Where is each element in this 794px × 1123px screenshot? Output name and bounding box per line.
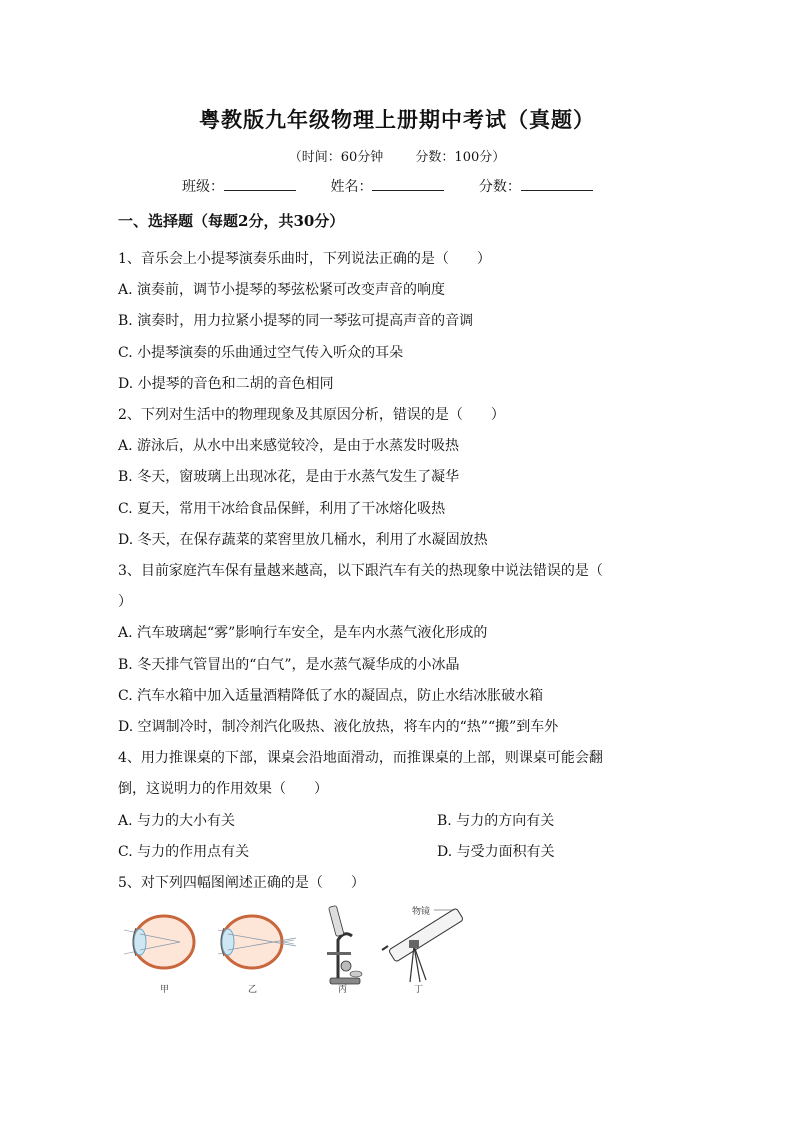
question-4-option-b: B. 与力的方向有关	[437, 813, 555, 829]
question-5-stem: 5、对下列四幅图阐述正确的是（ ）	[118, 875, 365, 891]
question-1-option-d: D. 小提琴的音色和二胡的音色相同	[118, 376, 334, 392]
question-2-option-b: B. 冬天，窗玻璃上出现冰花，是由于水蒸气发生了凝华	[118, 469, 460, 485]
question-3-option-d: D. 空调制冷时，制冷剂汽化吸热、液化放热，将车内的“热”“搬”到车外	[118, 719, 559, 735]
question-2-stem: 2、下列对生活中的物理现象及其原因分析，错误的是（ ）	[118, 407, 505, 423]
score-blank[interactable]	[521, 178, 593, 191]
question-4-option-c: C. 与力的作用点有关	[118, 844, 250, 860]
question-4-stem: 4、用力推课桌的下部，课桌会沿地面滑动，而推课桌的上部，则课桌可能会翻	[118, 750, 603, 766]
question-4-stem-cont: 倒，这说明力的作用效果（ ）	[118, 781, 328, 797]
exam-time: （时间：60分钟	[288, 150, 384, 165]
microscope-figure-bing	[327, 905, 362, 984]
figure-label-jia: 甲	[160, 985, 170, 995]
class-blank[interactable]	[224, 178, 296, 191]
name-blank[interactable]	[372, 178, 444, 191]
figure-label-objective: 物镜	[412, 907, 431, 917]
question-3-stem: 3、目前家庭汽车保有量越来越高，以下跟汽车有关的热现象中说法错误的是（	[118, 563, 603, 579]
question-1-option-a: A. 演奏前，调节小提琴的琴弦松紧可改变声音的响度	[118, 282, 446, 298]
question-3-option-b: B. 冬天排气管冒出的“白气”，是水蒸气凝华成的小冰晶	[118, 657, 460, 673]
section-heading: 一、选择题（每题2分，共30分）	[118, 212, 345, 230]
exam-info	[0, 146, 794, 165]
question-2-option-c: C. 夏天，常用干冰给食品保鲜，利用了干冰熔化吸热	[118, 501, 446, 517]
question-3-option-a: A. 汽车玻璃起“雾”影响行车安全，是车内水蒸气液化形成的	[118, 625, 488, 641]
eye-figure-yi	[218, 916, 296, 968]
question-1-option-b: B. 演奏时，用力拉紧小提琴的同一琴弦可提高声音的音调	[118, 313, 474, 329]
eye-figure-jia	[124, 916, 194, 968]
question-3-option-c: C. 汽车水箱中加入适量酒精降低了水的凝固点，防止水结冰胀破水箱	[118, 688, 544, 704]
question-5-figures	[124, 900, 464, 995]
student-fields	[182, 176, 623, 196]
question-3-stem-cont: ）	[118, 594, 132, 610]
question-4-option-a: A. 与力的大小有关	[118, 813, 236, 829]
name-field[interactable]: 姓名：	[330, 176, 444, 196]
question-1-stem: 1、音乐会上小提琴演奏乐曲时，下列说法正确的是（ ）	[118, 251, 491, 267]
question-2-option-a: A. 游泳后，从水中出来感觉较冷，是由于水蒸发时吸热	[118, 438, 460, 454]
question-1-option-c: C. 小提琴演奏的乐曲通过空气传入听众的耳朵	[118, 345, 404, 361]
question-4-option-d: D. 与受力面积有关	[437, 844, 555, 860]
figure-label-ding: 丁	[414, 985, 424, 995]
figure-label-bing: 丙	[338, 985, 348, 995]
page-title: 粤教版九年级物理上册期中考试（真题）	[199, 107, 595, 132]
figure-label-yi: 乙	[248, 985, 258, 995]
class-field[interactable]: 班级：	[182, 176, 296, 196]
score-field[interactable]: 分数：	[479, 176, 593, 196]
question-2-option-d: D. 冬天，在保存蔬菜的菜窖里放几桶水，利用了水凝固放热	[118, 532, 488, 548]
exam-total-score: 分数：100分）	[415, 150, 506, 165]
telescope-figure-ding	[382, 908, 464, 982]
